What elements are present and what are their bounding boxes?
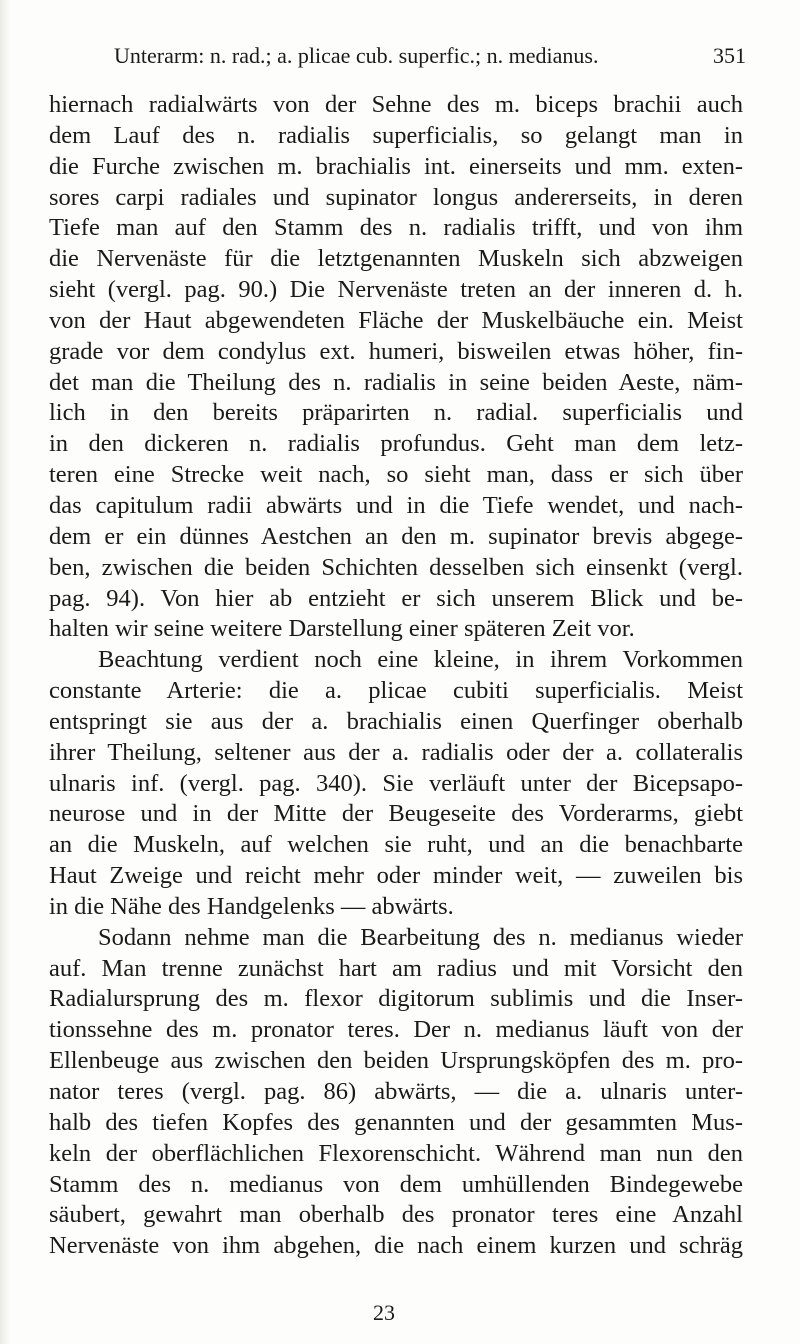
signature-mark-text: 23 — [373, 1300, 395, 1325]
page-number: 351 — [713, 43, 746, 68]
text-line: nator teres (vergl. pag. 86) abwärts, — die a. ulnaris unter- — [49, 1078, 743, 1105]
text-line: constante Arterie: die a. plicae cubiti superficialis. Meist — [49, 677, 743, 705]
page-header — [102, 36, 746, 76]
text-line: Ellenbeuge aus zwischen den beiden Ursprungsköpfen des m. pro- — [49, 1047, 743, 1075]
text-line: keln der oberflächlichen Flexorenschicht. Während man nun den — [49, 1139, 743, 1167]
text-line: halb des tiefen Kopfes des genannten und der gesammten Mus- — [49, 1108, 743, 1136]
text-line: sores carpi radiales und supinator longus andererseits, in deren — [49, 183, 743, 211]
text-line: Nervenäste von ihm abgehen, die nach einem kurzen und schräg — [49, 1232, 743, 1260]
text-line: das capitulum radii abwärts und in die Tiefe wendet, und nach- — [49, 491, 743, 519]
text-line: Radialursprung des m. flexor digitorum sublimis und die Inser- — [49, 985, 743, 1013]
text-line: Beachtung verdient noch eine kleine, in ihrem Vorkommen — [98, 646, 743, 674]
text-line: lich in den bereits präparirten n. radial. superficialis und — [49, 399, 743, 427]
text-line: det man die Theilung des n. radialis in seine beiden Aeste, näm- — [49, 368, 743, 396]
text-line: Stamm des n. medianus von dem umhüllenden Bindegewebe — [49, 1170, 743, 1198]
text-line: Tiefe man auf den Stamm des n. radialis trifft, und von ihm — [49, 214, 743, 242]
text-line: die Furche zwischen m. brachialis int. einerseits und mm. exten- — [49, 152, 743, 180]
text-line: hiernach radialwärts von der Sehne des m. biceps brachii auch — [49, 91, 743, 118]
paragraph — [49, 645, 743, 923]
text-line: ihrer Theilung, seltener aus der a. radialis oder der a. collateralis — [49, 738, 743, 766]
signature-mark — [0, 1300, 800, 1326]
text-line: ben, zwischen die beiden Schichten desselben sich einsenkt (vergl. — [49, 553, 743, 581]
paragraph — [49, 923, 743, 1262]
text-line: an die Muskeln, auf welchen sie ruht, und an die benachbarte — [49, 831, 743, 859]
text-line: halten wir seine weitere Darstellung einer späteren Zeit vor. — [49, 615, 635, 643]
text-line: dem Lauf des n. radialis superficialis, so gelangt man in — [49, 121, 743, 149]
text-line: in die Nähe des Handgelenks — abwärts. — [49, 892, 454, 920]
text-line: neurose und in der Mitte der Beugeseite des Vorderarms, giebt — [49, 800, 743, 828]
text-line: ulnaris inf. (vergl. pag. 340). Sie verläuft unter der Bicepsapo- — [49, 769, 743, 797]
text-line: auf. Man trenne zunächst hart am radius und mit Vorsicht den — [49, 954, 743, 982]
text-line: die Nervenäste für die letztgenannten Muskeln sich abzweigen — [49, 245, 743, 273]
running-head: Unterarm: n. rad.; a. plicae cub. superfic.; n. medianus. — [114, 43, 599, 68]
text-line: pag. 94). Von hier ab entzieht er sich unserem Blick und be- — [49, 584, 743, 612]
text-line: säubert, gewahrt man oberhalb des pronator teres eine Anzahl — [49, 1201, 743, 1229]
text-line: grade vor dem condylus ext. humeri, bisweilen etwas höher, fin- — [49, 337, 743, 365]
page-edge-shadow — [0, 0, 10, 1344]
paragraph — [49, 90, 743, 645]
body-text — [49, 90, 743, 1262]
text-line: dem er ein dünnes Aestchen an den m. supinator brevis abgege- — [49, 522, 743, 550]
text-line: in den dickeren n. radialis profundus. Geht man dem letz- — [49, 430, 743, 458]
text-line: Haut Zweige und reicht mehr oder minder weit, — zuweilen bis — [49, 862, 743, 890]
text-line: von der Haut abgewendeten Fläche der Muskelbäuche ein. Meist — [49, 306, 743, 334]
text-line: entspringt sie aus der a. brachialis einen Querfinger oberhalb — [49, 707, 743, 735]
text-line: sieht (vergl. pag. 90.) Die Nervenäste treten an der inneren d. h. — [49, 276, 743, 304]
text-line: Sodann nehme man die Bearbeitung des n. medianus wieder — [98, 923, 743, 951]
text-line: tionssehne des m. pronator teres. Der n. medianus läuft von der — [49, 1016, 743, 1044]
text-line: teren eine Strecke weit nach, so sieht man, dass er sich über — [49, 461, 743, 489]
